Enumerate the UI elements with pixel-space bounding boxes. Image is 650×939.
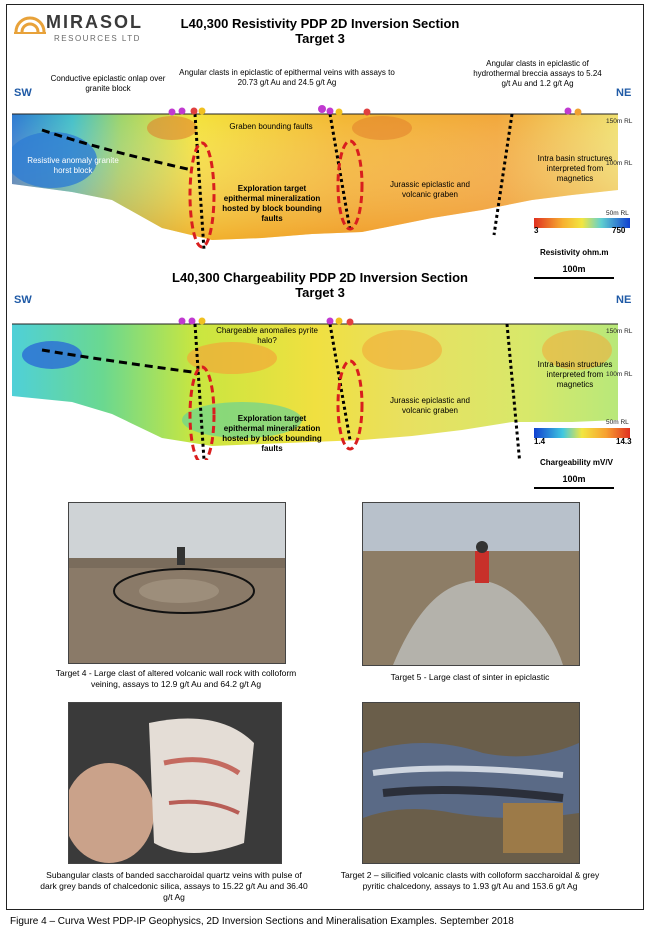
rl-100-1: 100m RL: [606, 160, 633, 167]
rl-150-2: 150m RL: [606, 328, 633, 335]
photo-banded-quartz-image: [69, 703, 281, 863]
figure-caption: Figure 4 – Curva West PDP-IP Geophysics, 2D Inversion Sections and Mineralisation Examples. September 2018: [10, 916, 514, 927]
logo-subtitle: RESOURCES LTD: [54, 34, 141, 43]
ann-jurassic-1: Jurassic epiclastic and volcanic graben: [389, 180, 471, 199]
photo-target-4: [68, 502, 286, 664]
photo-target-5: [362, 502, 580, 666]
photo-target-2: [362, 702, 580, 864]
chargeability-cb-max: 14.3: [616, 437, 632, 446]
ann-angular-right: Angular clasts in epiclastic of hydrothermal breccia assays to 5.24 g/t Au and 1.2 g/t Ag: [473, 59, 602, 88]
ann-resistive: Resistive anomaly granite horst block: [27, 156, 119, 175]
ann-exploration-2: Exploration target epithermal mineralization hosted by block bounding faults: [222, 414, 322, 453]
caption-target-5: Target 5 - Large clast of sinter in epiclastic: [390, 672, 550, 682]
ann-intra-2: Intra basin structures interpreted from magnetics: [537, 360, 613, 389]
rl-100-2: 100m RL: [606, 371, 633, 378]
photo-target-2-image: [363, 703, 579, 863]
chargeability-title-line2: Target 3: [295, 285, 345, 300]
ann-angular-mid: Angular clasts in epiclastic of epithermal veins with assays to 20.73 g/t Au and 24.5 g/t Ag: [179, 68, 395, 87]
sw-label-1: SW: [14, 87, 32, 99]
resistivity-cb-label: Resistivity ohm.m: [540, 248, 609, 257]
scalebar-1-label: 100m: [562, 264, 586, 274]
photo-target-5-image: [363, 503, 579, 665]
ne-label-1: NE: [616, 87, 632, 99]
caption-target-4: Target 4 - Large clast of altered volcanic wall rock with colloform veining, assays to 12.9 g/t Au and 64.2 g/t Ag: [55, 668, 297, 689]
ne-label-2: NE: [616, 294, 632, 306]
scalebar-2-bar: [534, 487, 614, 489]
rl-50-2: 50m RL: [606, 419, 629, 426]
scalebar-2-label: 100m: [562, 474, 586, 484]
resistivity-title-line2: Target 3: [295, 31, 345, 46]
ann-conductive: Conductive epiclastic onlap over granite block: [50, 74, 166, 93]
chargeability-title-line1: L40,300 Chargeability PDP 2D Inversion Section: [172, 270, 468, 285]
ann-exploration-1: Exploration target epithermal mineralization hosted by block bounding faults: [222, 184, 322, 223]
scalebar-1: [534, 264, 614, 279]
scalebar-2: [534, 474, 614, 489]
photo-banded-quartz: [68, 702, 282, 864]
chargeability-cb-min: 1.4: [534, 437, 546, 446]
resistivity-cb-min: 3: [534, 226, 539, 235]
scalebar-1-bar: [534, 277, 614, 279]
ann-intra-1: Intra basin structures interpreted from magnetics: [537, 154, 613, 183]
chargeability-title: [150, 270, 490, 300]
photo-target-4-image: [69, 503, 285, 663]
resistivity-title: [150, 16, 490, 46]
rl-50-1: 50m RL: [606, 210, 629, 217]
sunrise-logo-icon: [14, 10, 46, 36]
resistivity-cb-max: 750: [612, 226, 626, 235]
ann-graben: Graben bounding faults: [229, 122, 313, 131]
rl-150-1: 150m RL: [606, 118, 633, 125]
ann-chargeable: Chargeable anomalies pyrite halo?: [216, 326, 318, 345]
ann-jurassic-2: Jurassic epiclastic and volcanic graben: [389, 396, 471, 415]
resistivity-title-line1: L40,300 Resistivity PDP 2D Inversion Section: [180, 16, 460, 31]
caption-target-2: Target 2 – silicified volcanic clasts with colloform saccharoidal & grey pyritic chalcedony, assays to 1.93 g/t Au and 153.6 g/t Ag: [340, 870, 600, 891]
logo-name: MIRASOL: [46, 12, 143, 32]
caption-banded-quartz: Subangular clasts of banded saccharoidal quartz veins with pulse of dark grey bands of chalcedonic silica, assays to 15.22 g/t Au and 36.40 g/t Ag: [40, 870, 308, 902]
mirasol-logo: [14, 10, 144, 48]
sw-label-2: SW: [14, 294, 32, 306]
chargeability-cb-label: Chargeability mV/V: [540, 458, 613, 467]
